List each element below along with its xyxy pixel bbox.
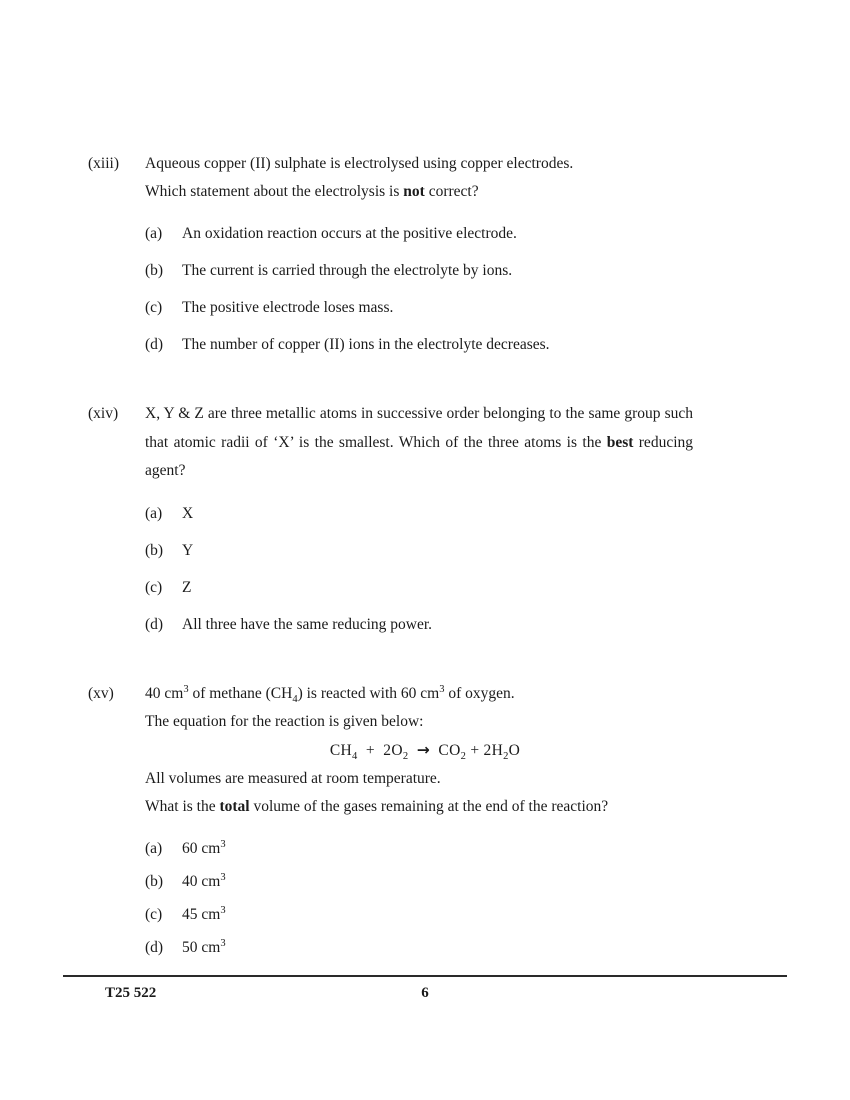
question-number: (xiv) xyxy=(88,405,119,422)
option-label: (d) xyxy=(145,938,164,956)
option-label: (a) xyxy=(145,839,163,857)
option-text: All three have the same reducing power. xyxy=(182,615,433,633)
option-text: The current is carried through the electrolyte by ions. xyxy=(182,262,513,279)
question-text-line: Aqueous copper (II) sulphate is electrolysed using copper electrodes. xyxy=(145,155,574,172)
option-text: X xyxy=(182,504,194,522)
question-xiii xyxy=(88,150,748,356)
page-number: 6 xyxy=(421,985,429,1001)
option-row xyxy=(145,259,710,282)
option-text: 60 $cm^3$ xyxy=(182,838,226,857)
option-text: The positive electrode loses mass. xyxy=(182,299,394,316)
page-footer xyxy=(63,975,787,1001)
option-row xyxy=(145,576,710,599)
question-text-line: What is the total volume of the gases remaining at the end of the reaction? xyxy=(145,797,609,815)
option-label: (a) xyxy=(145,504,163,522)
option-row xyxy=(145,870,710,893)
option-row xyxy=(145,296,710,319)
option-label: (d) xyxy=(145,615,164,633)
question-number: (xiii) xyxy=(88,155,119,172)
option-label: (b) xyxy=(145,262,164,279)
option-label: (b) xyxy=(145,872,164,890)
option-label: (c) xyxy=(145,299,163,316)
option-label: (d) xyxy=(145,336,164,353)
option-row xyxy=(145,837,710,860)
question-text-line: 40 $cm^3$ of methane $(CH_4)$ is reacted with 60 $cm^3$ of oxygen. xyxy=(145,683,515,705)
option-label: (a) xyxy=(145,225,163,242)
option-row xyxy=(145,222,710,245)
options-list xyxy=(145,837,710,959)
option-row xyxy=(145,936,710,959)
option-row xyxy=(145,903,710,926)
question-text-line: The equation for the reaction is given below: xyxy=(145,712,424,730)
chemical-equation: $CH_4 + 2O_2 \to CO_2 + 2H_2O$ xyxy=(329,740,521,762)
question-xiv xyxy=(88,400,748,636)
question-text-line: All volumes are measured at room temperature. xyxy=(145,769,441,787)
options-list xyxy=(145,502,710,636)
option-row xyxy=(145,333,710,356)
option-text: Z xyxy=(182,578,192,596)
option-text: An oxidation reaction occurs at the positive electrode. xyxy=(182,225,517,242)
option-row xyxy=(145,539,710,562)
option-text: 45 $cm^3$ xyxy=(182,904,226,923)
option-text: 40 $cm^3$ xyxy=(182,871,226,890)
question-body xyxy=(145,150,710,356)
option-text: 50 $cm^3$ xyxy=(182,937,226,956)
question-text-line: Which statement about the electrolysis is not correct? xyxy=(145,183,479,200)
question-body xyxy=(145,400,710,636)
option-row xyxy=(145,502,710,525)
option-label: (b) xyxy=(145,541,164,559)
options-list xyxy=(145,222,710,356)
question-number: (xv) xyxy=(88,684,114,702)
question-xv xyxy=(88,680,748,959)
question-text-paragraph: X, Y & Z are three metallic atoms in successive order belonging to the same group such that atomic radii of ‘X’ is the smallest. Which of the three atoms is the best reducing agent? xyxy=(145,405,693,479)
option-row xyxy=(145,613,710,636)
option-text: The number of copper (II) ions in the electrolyte decreases. xyxy=(182,336,550,353)
option-text: Y xyxy=(182,541,194,559)
paper-code: T25 522 xyxy=(105,985,157,1001)
option-label: (c) xyxy=(145,578,163,596)
option-label: (c) xyxy=(145,905,163,923)
page-content xyxy=(88,150,748,1003)
question-body xyxy=(145,680,710,959)
